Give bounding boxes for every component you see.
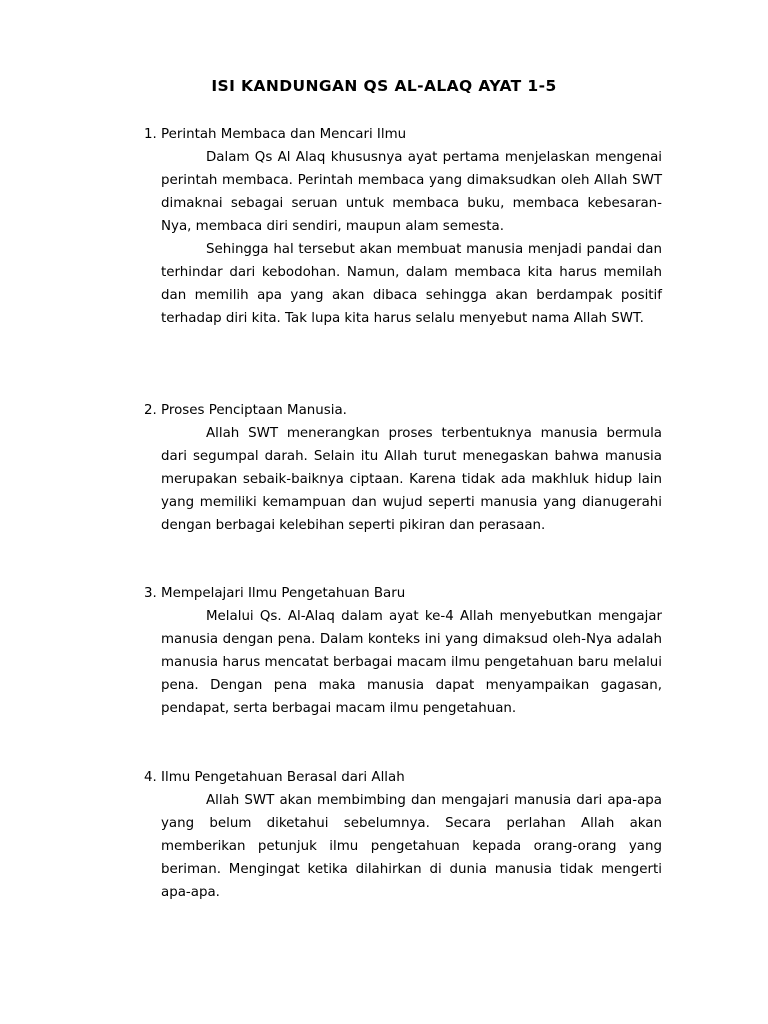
paragraph: Allah SWT akan membimbing dan mengajari manusia dari apa-apa yang belum diketahui sebelumnya. Secara perlahan Allah akan memberikan petunjuk ilmu pengetahuan kepada orang-orang yang beriman. Mengingat ketika dilahirkan di dunia manusia tidak mengerti apa-apa.	[161, 793, 662, 900]
page-title: ISI KANDUNGAN QS AL-ALAQ AYAT 1-5	[211, 77, 557, 95]
paragraph: Dalam Qs Al Alaq khususnya ayat pertama menjelaskan mengenai perintah membaca. Perintah membaca yang dimaksudkan oleh Allah SWT dimaknai sebagai seruan untuk membaca buku, membaca kebesaran-Nya, membaca diri sendiri, maupun alam semesta.	[161, 150, 662, 234]
paragraph: Melalui Qs. Al-Alaq dalam ayat ke-4 Allah menyebutkan mengajar manusia dengan pena. Dalam konteks ini yang dimaksud oleh-Nya adalah manusia harus mencatat berbagai macam ilmu pengetahuan baru melalui pena. Dengan pena maka manusia dapat menyampaikan gagasan, pendapat, serta berbagai macam ilmu pengetahuan.	[161, 609, 662, 716]
section-heading: 1. Perintah Membaca dan Mencari Ilmu	[144, 127, 407, 142]
section-ilmu-dari-allah	[144, 766, 662, 904]
section-proses-penciptaan	[144, 399, 662, 537]
section-mempelajari-ilmu	[144, 582, 662, 720]
section-heading: 2. Proses Penciptaan Manusia.	[144, 403, 347, 418]
paragraph: Allah SWT menerangkan proses terbentuknya manusia bermula dari segumpal darah. Selain itu Allah turut menegaskan bahwa manusia merupakan sebaik-baiknya ciptaan. Karena tidak ada makhluk hidup lain yang memiliki kemampuan dan wujud seperti manusia yang dianugerahi dengan berbagai kelebihan seperti pikiran dan perasaan.	[161, 426, 662, 533]
paragraph: Sehingga hal tersebut akan membuat manusia menjadi pandai dan terhindar dari kebodohan. Namun, dalam membaca kita harus memilah dan memilih apa yang akan dibaca sehingga akan berdampak positif terhadap diri kita. Tak lupa kita harus selalu menyebut nama Allah SWT.	[161, 242, 662, 326]
section-perintah-membaca	[144, 123, 662, 330]
section-heading: 4. Ilmu Pengetahuan Berasal dari Allah	[144, 770, 405, 785]
section-heading: 3. Mempelajari Ilmu Pengetahuan Baru	[144, 586, 406, 601]
